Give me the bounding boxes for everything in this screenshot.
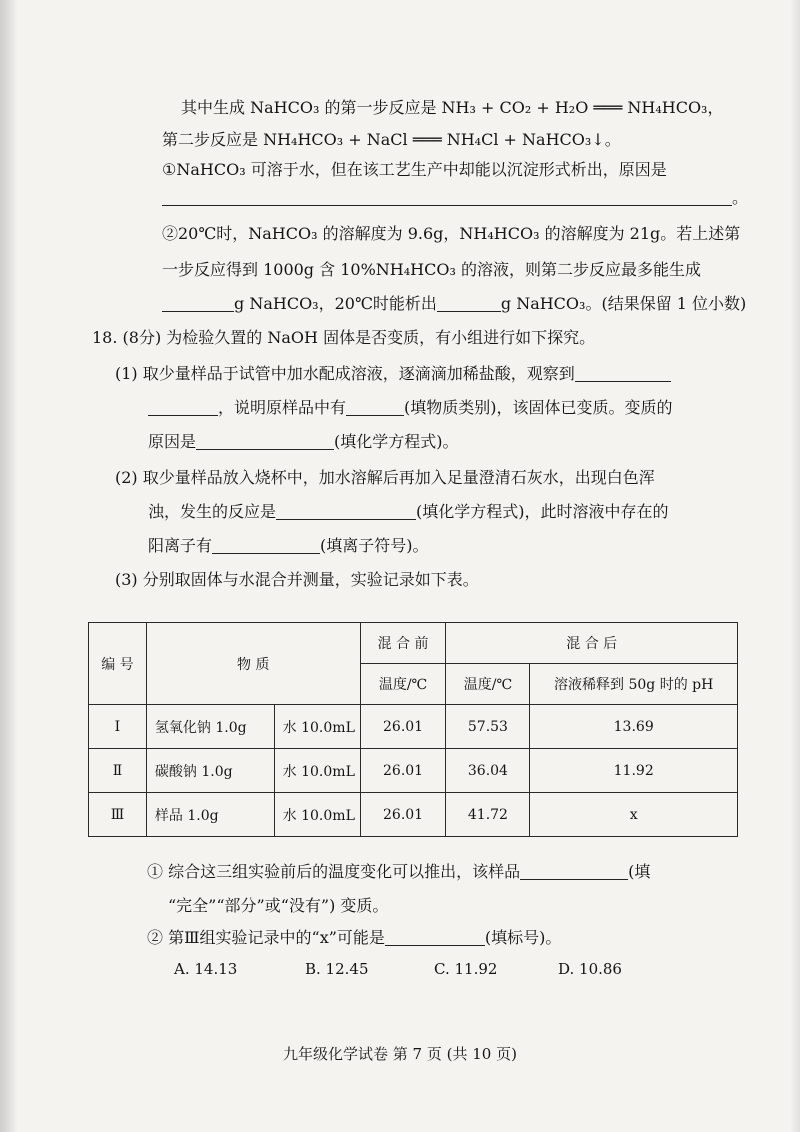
row-solid: 样品 1.0g — [146, 793, 274, 837]
answer-blank-mass-formed[interactable] — [162, 295, 234, 312]
subquestion-2-line-1: ②20℃时，NaHCO₃ 的溶解度为 9.6g，NH₄HCO₃ 的溶解度为 21g。若上述第 — [162, 224, 741, 243]
subquestion-2-line-3 — [162, 294, 746, 314]
text-segment: 原因是 — [148, 432, 197, 451]
option-b[interactable]: B. 12.45 — [305, 960, 369, 978]
answer-blank[interactable] — [162, 189, 732, 206]
row-temp-before: 26.01 — [360, 749, 446, 793]
row-ph: x — [530, 793, 738, 837]
header-substance: 物 质 — [146, 623, 360, 705]
period: 。 — [732, 188, 749, 207]
page-edge-shadow-right — [790, 0, 800, 1132]
table-row — [89, 793, 738, 837]
row-ph: 13.69 — [530, 705, 738, 749]
subpart-1-line-2: “完全”“部分”或“没有”) 变质。 — [168, 896, 389, 915]
text-segment: 阳离子有 — [148, 536, 213, 555]
text-segment: g NaHCO₃。(结果保留 1 位小数) — [500, 294, 747, 313]
header-before-mixing: 混 合 前 — [360, 623, 446, 664]
part-2-line-3 — [148, 536, 429, 556]
answer-blank-observation[interactable] — [575, 365, 671, 382]
text-segment: (填标号)。 — [484, 928, 562, 947]
header-after-mixing: 混 合 后 — [446, 623, 738, 664]
answer-blank-observation-cont[interactable] — [148, 399, 218, 416]
row-water: 水 10.0mL — [274, 749, 360, 793]
row-solid: 碳酸钠 1.0g — [146, 749, 274, 793]
text-segment: (填 — [628, 862, 651, 881]
row-temp-after: 41.72 — [446, 793, 530, 837]
row-temp-before: 26.01 — [360, 705, 446, 749]
answer-blank-cations[interactable] — [212, 537, 320, 554]
text-segment: (填化学方程式)，此时溶液中存在的 — [416, 502, 669, 521]
option-a[interactable]: A. 14.13 — [174, 960, 238, 978]
row-temp-before: 26.01 — [360, 793, 446, 837]
page-footer: 九年级化学试卷 第 7 页 (共 10 页) — [283, 1045, 517, 1063]
reaction-step-one: 其中生成 NaHCO₃ 的第一步反应是 NH₃ + CO₂ + H₂O ═══ NH₄HCO₃， — [181, 98, 724, 117]
text-segment: g NaHCO₃，20℃时能析出 — [234, 294, 437, 313]
text-segment: (1) 取少量样品于试管中加水配成溶液，逐滴滴加稀盐酸，观察到 — [115, 364, 575, 383]
text-segment: 浊，发生的反应是 — [148, 502, 277, 521]
page-edge-shadow — [0, 0, 18, 1132]
row-temp-after: 57.53 — [446, 705, 530, 749]
part-1-line-2 — [148, 398, 673, 418]
header-temp-after: 温度/℃ — [446, 664, 530, 705]
option-d[interactable]: D. 10.86 — [558, 960, 622, 978]
row-water: 水 10.0mL — [274, 705, 360, 749]
subpart-1-line-1 — [147, 862, 650, 882]
text-segment: (填离子符号)。 — [320, 536, 429, 555]
text-segment: (填物质类别)，该固体已变质。变质的 — [404, 398, 673, 417]
experiment-record-table — [88, 622, 738, 837]
subpart-2-line — [147, 928, 561, 948]
answer-blank-mass-precipitated[interactable] — [437, 295, 501, 312]
table-header-row — [89, 623, 738, 664]
text-segment: ② 第Ⅲ组实验记录中的“x”可能是 — [147, 928, 385, 947]
subquestion-1-answer-line — [162, 188, 748, 208]
row-temp-after: 36.04 — [446, 749, 530, 793]
text-segment: (填化学方程式)。 — [334, 432, 459, 451]
row-water: 水 10.0mL — [274, 793, 360, 837]
part-3-line-1: (3) 分别取固体与水混合并测量，实验记录如下表。 — [115, 570, 479, 589]
row-number: Ⅰ — [89, 705, 147, 749]
text-segment: ① 综合这三组实验前后的温度变化可以推出，该样品 — [147, 862, 521, 881]
part-1-line-3 — [148, 432, 459, 452]
header-temp-before: 温度/℃ — [360, 664, 446, 705]
text-segment: ，说明原样品中有 — [218, 398, 347, 417]
table-row — [89, 749, 738, 793]
part-2-line-1: (2) 取少量样品放入烧杯中，加水溶解后再加入足量澄清石灰水，出现白色浑 — [115, 468, 655, 487]
subquestion-2-line-2: 一步反应得到 1000g 含 10%NH₄HCO₃ 的溶液，则第二步反应最多能生成 — [162, 260, 701, 279]
answer-blank-degree[interactable] — [520, 863, 628, 880]
answer-blank-reaction-equation[interactable] — [276, 503, 416, 520]
option-c[interactable]: C. 11.92 — [434, 960, 498, 978]
header-number: 编 号 — [89, 623, 147, 705]
header-ph: 溶液稀释到 50g 时的 pH — [530, 664, 738, 705]
part-2-line-2 — [148, 502, 669, 522]
answer-blank-substance-class[interactable] — [346, 399, 404, 416]
table-row — [89, 705, 738, 749]
row-solid: 氢氧化钠 1.0g — [146, 705, 274, 749]
reaction-step-two: 第二步反应是 NH₄HCO₃ + NaCl ═══ NH₄Cl + NaHCO₃↓。 — [162, 130, 621, 149]
part-1-line-1 — [115, 364, 671, 384]
row-number: Ⅱ — [89, 749, 147, 793]
subquestion-1-text: ①NaHCO₃ 可溶于水，但在该工艺生产中却能以沉淀形式析出，原因是 — [162, 160, 667, 179]
row-ph: 11.92 — [530, 749, 738, 793]
answer-blank-equation[interactable] — [196, 433, 334, 450]
row-number: Ⅲ — [89, 793, 147, 837]
question-18-title: 18. (8分) 为检验久置的 NaOH 固体是否变质，有小组进行如下探究。 — [92, 328, 596, 347]
answer-blank-choice[interactable] — [385, 929, 485, 946]
